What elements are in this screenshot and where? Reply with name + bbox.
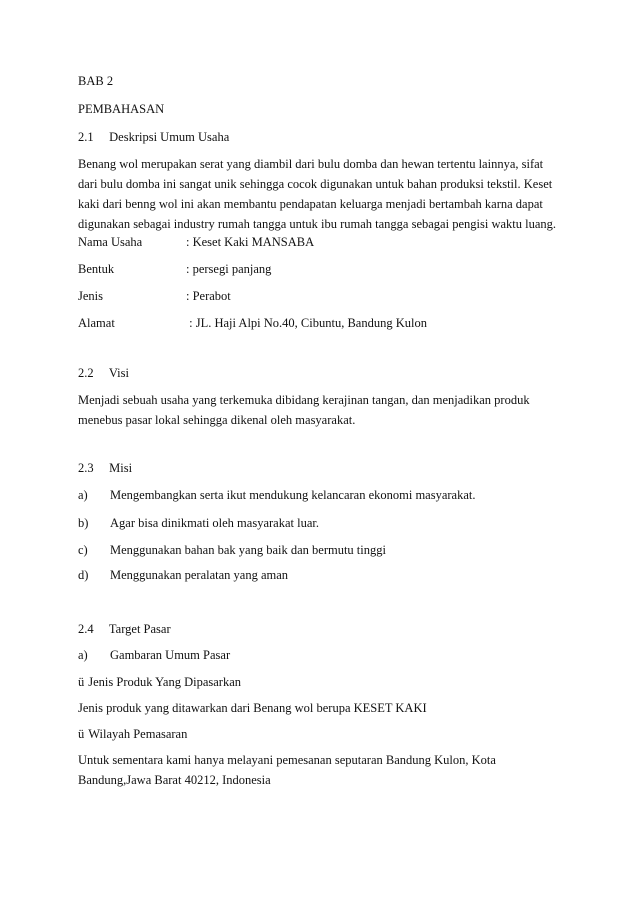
list-text: Mengembangkan serta ikut mendukung kelancaran ekonomi masyarakat. xyxy=(110,488,476,502)
paragraph-line: digunakan sebagai industry rumah tangga untuk ibu rumah tangga sebagai pengisi waktu luang. xyxy=(78,217,557,231)
check-icon: ü xyxy=(78,675,85,689)
chapter-title: PEMBAHASAN xyxy=(78,102,165,116)
paragraph-line: dari bulu domba ini sangat unik sehingga cocok digunakan untuk bahan produksi tekstil. Keset xyxy=(78,177,553,191)
section-number: 2.4 xyxy=(78,622,94,636)
check-item-text: Wilayah Pemasaran xyxy=(88,727,188,741)
check-icon: ü xyxy=(78,727,85,741)
misi-item xyxy=(78,568,288,583)
section-2-1-heading xyxy=(78,130,229,145)
info-row-nama-usaha xyxy=(78,235,314,250)
list-marker: b) xyxy=(78,516,89,530)
info-key: Bentuk xyxy=(78,262,115,276)
paragraph-line: kaki dari benng wol ini akan membantu pendapatan keluarga menjadi bertambah karna dapat xyxy=(78,197,543,211)
paragraph-line: Bandung,Jawa Barat 40212, Indonesia xyxy=(78,773,271,787)
info-key: Jenis xyxy=(78,289,103,303)
section-2-3-heading xyxy=(78,461,132,476)
check-item-jenis-produk xyxy=(78,675,241,690)
misi-item xyxy=(78,488,476,503)
list-marker: a) xyxy=(78,488,88,502)
section-number: 2.1 xyxy=(78,130,94,144)
section-number: 2.2 xyxy=(78,366,94,380)
section-title: Visi xyxy=(108,366,129,380)
check-item-wilayah xyxy=(78,727,187,742)
section-2-4-heading xyxy=(78,622,171,637)
info-key: Nama Usaha xyxy=(78,235,143,249)
info-row-bentuk xyxy=(78,262,271,277)
list-text: Menggunakan bahan bak yang baik dan bermutu tinggi xyxy=(110,543,386,557)
misi-item xyxy=(78,543,386,558)
section-2-2-heading xyxy=(78,366,129,381)
info-value: : persegi panjang xyxy=(186,262,272,276)
section-2-1-paragraph xyxy=(78,154,578,234)
product-description: Jenis produk yang ditawarkan dari Benang wol berupa KESET KAKI xyxy=(78,701,427,715)
target-pasar-subheading xyxy=(78,648,230,663)
misi-item xyxy=(78,516,319,531)
info-value: : Perabot xyxy=(186,289,231,303)
list-text: Menggunakan peralatan yang aman xyxy=(110,568,289,582)
info-key: Alamat xyxy=(78,316,115,330)
section-title: Misi xyxy=(109,461,133,475)
paragraph-line: Menjadi sebuah usaha yang terkemuka dibidang kerajinan tangan, dan menjadikan produk xyxy=(78,393,530,407)
paragraph-line: menebus pasar lokal sehingga dikenal oleh masyarakat. xyxy=(78,413,356,427)
info-row-alamat xyxy=(78,316,427,331)
chapter-label: BAB 2 xyxy=(78,74,114,88)
paragraph-line: Benang wol merupakan serat yang diambil dari bulu domba dan hewan tertentu lainnya, sifat xyxy=(78,157,544,171)
section-title: Target Pasar xyxy=(108,622,171,636)
info-value: : Keset Kaki MANSABA xyxy=(186,235,315,249)
section-number: 2.3 xyxy=(78,461,94,475)
section-title: Deskripsi Umum Usaha xyxy=(109,130,230,144)
area-paragraph xyxy=(78,750,578,790)
list-text: Agar bisa dinikmati oleh masyarakat luar. xyxy=(110,516,319,530)
info-row-jenis xyxy=(78,289,231,304)
check-item-text: Jenis Produk Yang Dipasarkan xyxy=(88,675,242,689)
list-marker: d) xyxy=(78,568,89,582)
list-marker: a) xyxy=(78,648,88,662)
info-value: : JL. Haji Alpi No.40, Cibuntu, Bandung Kulon xyxy=(186,316,427,330)
section-2-2-paragraph xyxy=(78,390,578,430)
list-marker: c) xyxy=(78,543,88,557)
subheading-text: Gambaran Umum Pasar xyxy=(110,648,231,662)
paragraph-line: Untuk sementara kami hanya melayani pemesanan seputaran Bandung Kulon, Kota xyxy=(78,753,496,767)
